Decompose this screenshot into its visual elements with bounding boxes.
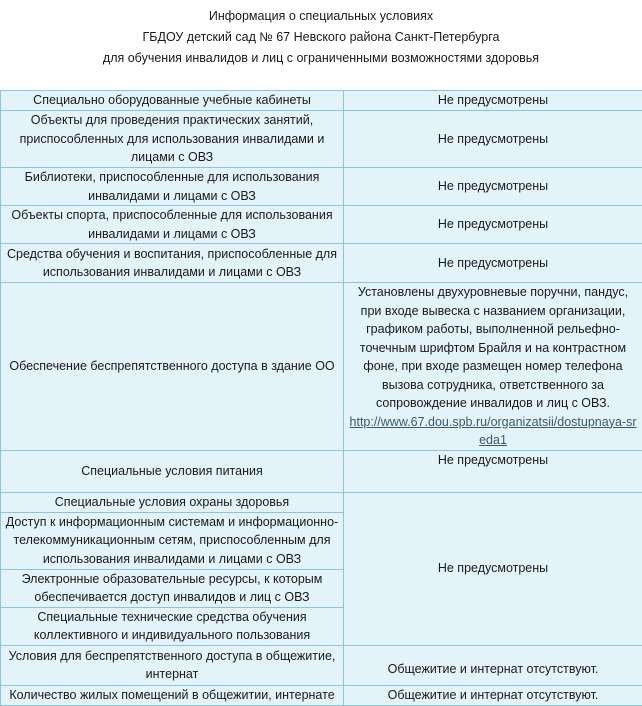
table-row: [1, 244, 642, 283]
row-value: Не предусмотрены: [344, 206, 642, 244]
access-description: Установлены двухуровневые поручни, пандус, при входе вывеска с названием организации, графиком работы, выполненной рельефно-точечным шрифтом Брайля и на контрастном фоне, при входе размещен номер телефона вызова сотрудника, ответственного за сопровождение инвалидов и лиц с ОВЗ.: [348, 283, 638, 413]
row-value: Не предусмотрены: [344, 168, 642, 206]
row-value-access: [344, 283, 642, 451]
document-heading: [0, 6, 642, 69]
table-row: [1, 450, 642, 492]
row-label: Обеспечение беспрепятственного доступа в здание ОО: [1, 283, 344, 451]
table-row: [1, 206, 642, 244]
table-row: [1, 168, 642, 206]
row-label: Специальные условия питания: [1, 450, 344, 492]
row-label: Количество жилых помещений в общежитии, интернате: [1, 685, 344, 705]
row-value: Общежитие и интернат отсутствуют.: [344, 685, 642, 705]
table-row: [1, 283, 642, 451]
table-row: [1, 645, 642, 685]
row-label: Специальные технические средства обучения коллективного и индивидуального пользования: [1, 607, 344, 645]
table-row: [1, 492, 642, 512]
row-value: Не предусмотрены: [344, 91, 642, 111]
row-label: Средства обучения и воспитания, приспособленные для использования инвалидами и лицами с ОВЗ: [1, 244, 344, 283]
row-value: Не предусмотрены: [344, 450, 642, 492]
group-value: Не предусмотрены: [344, 492, 642, 645]
table-row: [1, 685, 642, 705]
row-label: Библиотеки, приспособленные для использования инвалидами и лицами с ОВЗ: [1, 168, 344, 206]
heading-line-2: ГБДОУ детский сад № 67 Невского района Санкт-Петербурга: [0, 27, 642, 48]
row-label: Электронные образовательные ресурсы, к которым обеспечивается доступ инвалидов и лиц с ОВЗ: [1, 569, 344, 607]
table-row: [1, 91, 642, 111]
row-value: Не предусмотрены: [344, 244, 642, 283]
row-label: Объекты для проведения практических занятий, приспособленных для использования инвалидами и лицами с ОВЗ: [1, 111, 344, 168]
special-conditions-table: [0, 90, 642, 706]
row-label: Объекты спорта, приспособленные для использования инвалидами и лицами с ОВЗ: [1, 206, 344, 244]
row-label: Специальные условия охраны здоровья: [1, 492, 344, 512]
heading-line-3: для обучения инвалидов и лиц с ограниченными возможностями здоровья: [0, 48, 642, 69]
row-label: Доступ к информационным системам и информационно-телекоммуникационным сетям, приспособленным для использования инвалидами и лицами с ОВЗ: [1, 512, 344, 569]
row-value: Не предусмотрены: [344, 111, 642, 168]
heading-line-1: Информация о специальных условиях: [0, 6, 642, 27]
table-row: [1, 111, 642, 168]
row-label: Условия для беспрепятственного доступа в общежитие, интернат: [1, 645, 344, 685]
row-value: Общежитие и интернат отсутствуют.: [344, 645, 642, 685]
row-label: Специально оборудованные учебные кабинеты: [1, 91, 344, 111]
accessible-environment-link[interactable]: http://www.67.dou.spb.ru/organizatsii/dostupnaya-sreda1: [348, 413, 638, 450]
